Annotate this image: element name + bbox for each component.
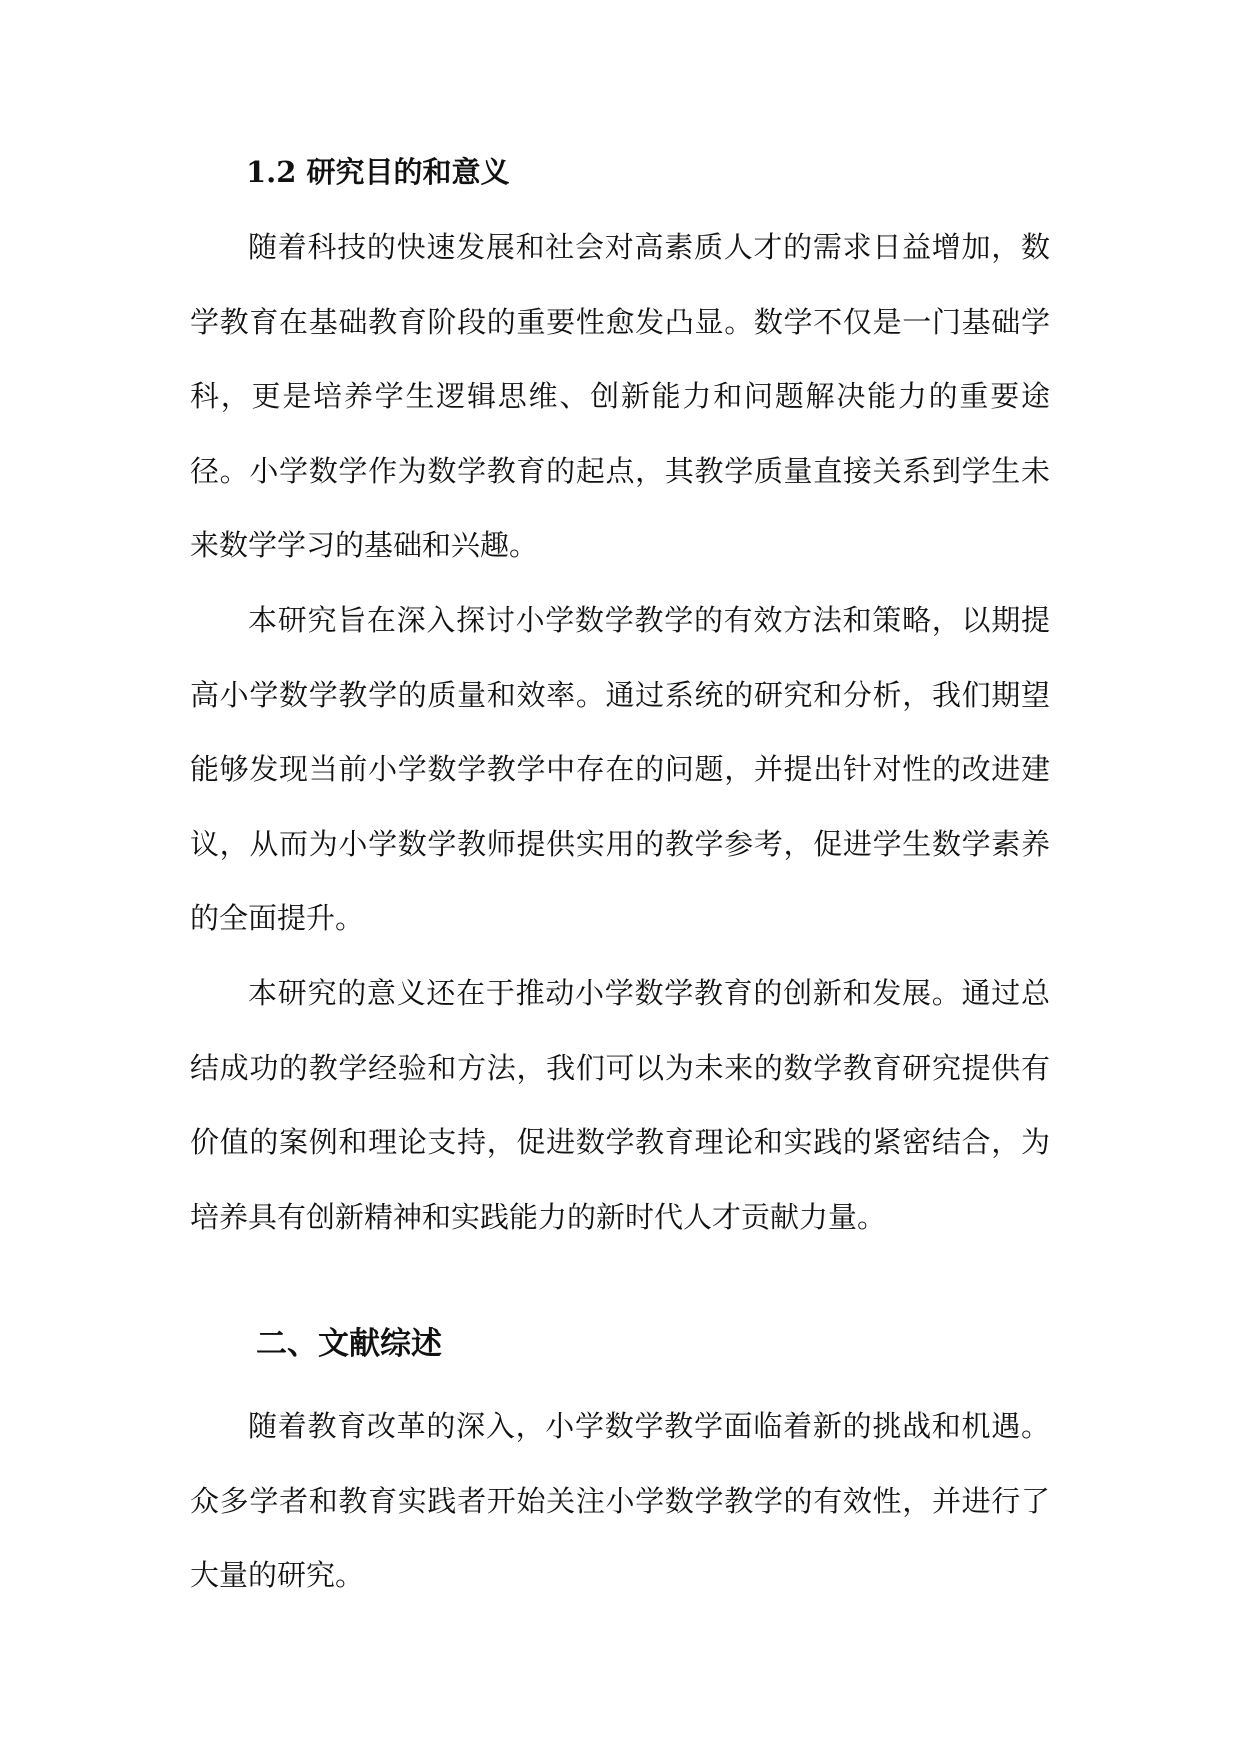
body-paragraph: 本研究的意义还在于推动小学数学教育的创新和发展。通过总结成功的教学经验和方法，我们可以为未来的数学教育研究提供有价值的案例和理论支持，促进数学教育理论和实践的紧密结合，为培养具有创新精神和实践能力的新时代人才贡献力量。	[190, 976, 1050, 1234]
chapter-heading: 二、文献综述	[256, 1326, 442, 1362]
body-paragraph: 本研究旨在深入探讨小学数学教学的有效方法和策略，以期提高小学数学教学的质量和效率。通过系统的研究和分析，我们期望能够发现当前小学数学教学中存在的问题，并提出针对性的改进建议，从而为小学数学教师提供实用的教学参考，促进学生数学素养的全面提升。	[190, 603, 1050, 936]
body-paragraph: 随着科技的快速发展和社会对高素质人才的需求日益增加，数学教育在基础教育阶段的重要性愈发凸显。数学不仅是一门基础学科，更是培养学生逻辑思维、创新能力和问题解决能力的重要途径。小学数学作为数学教育的起点，其教学质量直接关系到学生未来数学学习的基础和兴趣。	[190, 230, 1050, 563]
body-paragraph: 随着教育改革的深入，小学数学教学面临着新的挑战和机遇。众多学者和教育实践者开始关注小学数学教学的有效性，并进行了大量的研究。	[190, 1409, 1050, 1593]
section-heading: 1.2 研究目的和意义	[246, 155, 510, 189]
